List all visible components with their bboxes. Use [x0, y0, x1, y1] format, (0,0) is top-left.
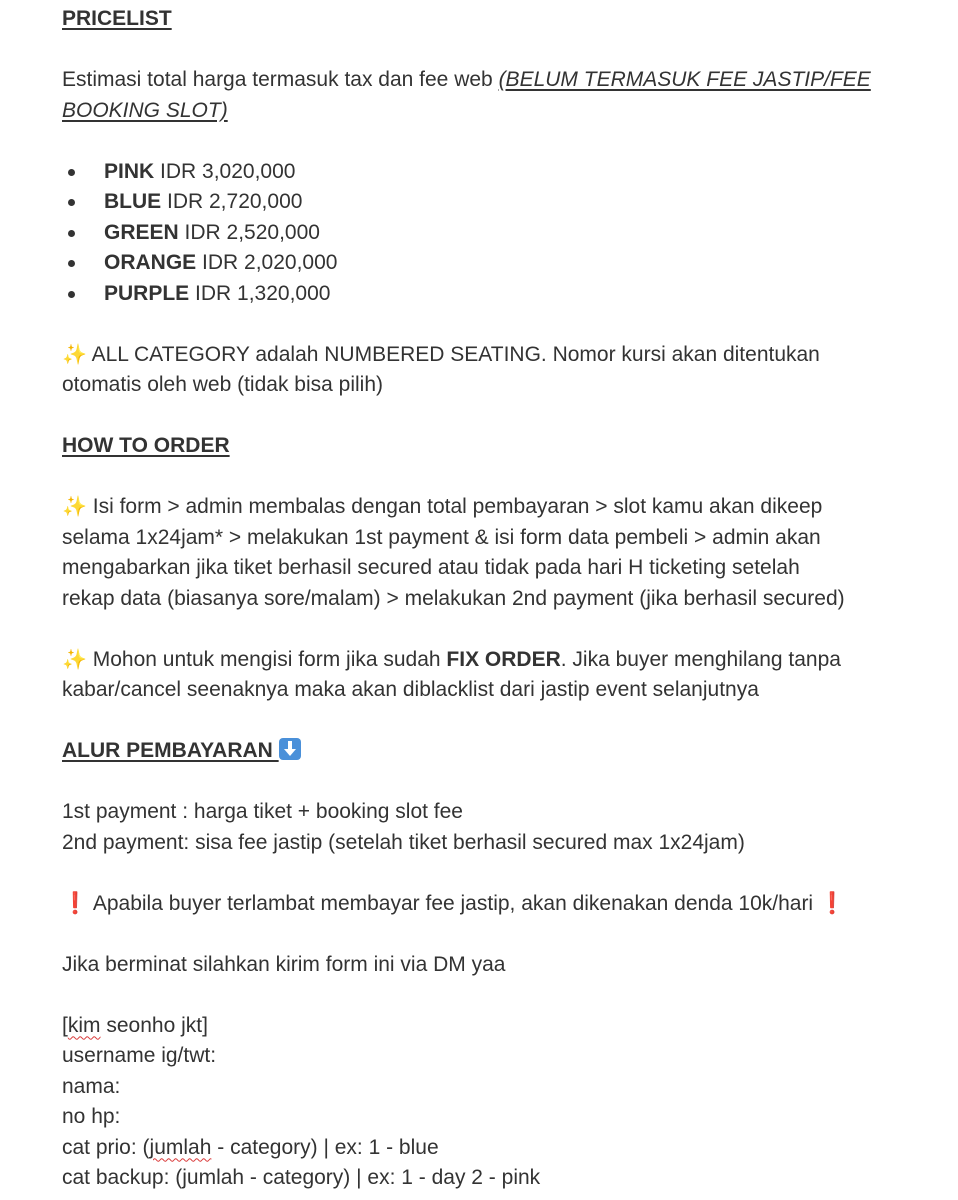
pricelist-heading: PRICELIST	[62, 7, 172, 30]
late-payment-penalty	[62, 889, 932, 920]
notice-post: . Jika buyer menghilang tanpa	[560, 647, 841, 671]
seating-line2: otomatis oleh web (tidak bisa pilih)	[62, 373, 383, 396]
order-steps-line1	[62, 492, 932, 523]
event-rest: seonho jkt]	[100, 1013, 208, 1037]
second-payment: 2nd payment: sisa fee jastip (setelah tiket berhasil secured max 1x24jam)	[62, 830, 745, 854]
price-item-blue	[62, 187, 932, 218]
form-nama: nama:	[62, 1074, 121, 1098]
sparkle-icon: ✨	[62, 496, 87, 518]
bracket-open: [	[62, 1013, 68, 1037]
spellcheck-word-jumlah: jumlah	[149, 1135, 212, 1159]
seating-line1: ALL CATEGORY adalah NUMBERED SEATING. Nomor kursi akan ditentukan	[86, 342, 820, 366]
form-event-title	[62, 1011, 932, 1042]
order-steps-text1: Isi form > admin membalas dengan total pembayaran > slot kamu akan dikeep	[86, 495, 823, 518]
form-cat-backup: cat backup: (jumlah - category) | ex: 1 - day 2 - pink	[62, 1166, 541, 1189]
payment-flow-heading	[62, 736, 301, 767]
notice-fix-order: FIX ORDER	[446, 647, 561, 671]
order-steps-line4: rekap data (biasanya sore/malam) > melakukan 2nd payment (jika berhasil secured)	[62, 586, 845, 610]
category-name: BLUE	[104, 190, 162, 213]
penalty-text: Apabila buyer terlambat membayar fee jastip, akan dikenakan denda 10k/hari	[88, 891, 819, 915]
first-payment: 1st payment : harga tiket + booking slot fee	[62, 800, 463, 823]
notice-pre: Mohon untuk mengisi form jika sudah	[86, 647, 447, 671]
sparkle-icon: ✨	[62, 343, 87, 366]
exclamation-icon: ❗	[818, 891, 846, 915]
sparkle-icon: ✨	[62, 648, 87, 671]
price-item-pink	[62, 157, 932, 188]
price-item-green	[62, 218, 932, 249]
estimate-main: Estimasi total harga termasuk tax dan fee web	[62, 68, 499, 91]
estimate-text	[62, 65, 932, 96]
category-name: PURPLE	[104, 281, 190, 305]
spellcheck-word-kim: kim	[67, 1013, 101, 1037]
form-cat-prio	[62, 1133, 932, 1164]
category-name: ORANGE	[104, 251, 197, 274]
notice-line2: kabar/cancel seenaknya maka akan diblacklist dari jastip event selanjutnya	[62, 678, 759, 701]
seating-info	[62, 340, 932, 371]
category-name: GREEN	[104, 220, 179, 244]
category-price: IDR 3,020,000	[154, 159, 296, 183]
exclamation-icon: ❗	[62, 891, 89, 915]
bullet-icon	[68, 169, 75, 176]
order-steps-line2: selama 1x24jam* > melakukan 1st payment & isi form data pembeli > admin akan	[62, 525, 821, 549]
bullet-icon	[68, 291, 75, 298]
estimate-note-line1: (BELUM TERMASUK FEE JASTIP/FEE	[498, 68, 871, 91]
category-price: IDR 2,720,000	[161, 190, 303, 213]
bullet-icon	[68, 199, 75, 206]
how-to-order-heading: HOW TO ORDER	[62, 434, 230, 457]
payment-flow-title: ALUR PEMBAYARAN	[62, 739, 279, 762]
category-price: IDR 1,320,000	[189, 281, 331, 305]
document-body	[62, 0, 932, 1194]
estimate-note-line2: BOOKING SLOT)	[62, 98, 228, 122]
bullet-icon	[68, 230, 75, 237]
down-arrow-icon	[279, 738, 301, 760]
form-username: username ig/twt:	[62, 1044, 217, 1067]
category-price: IDR 2,520,000	[178, 220, 320, 244]
fix-order-notice	[62, 645, 932, 676]
order-steps-line3: mengabarkan jika tiket berhasil secured atau tidak pada hari H ticketing setelah	[62, 556, 800, 579]
form-no-hp: no hp:	[62, 1105, 121, 1128]
category-name: PINK	[104, 159, 155, 183]
cat-prio-pre: cat prio: (	[62, 1135, 150, 1159]
interest-text: Jika berminat silahkan kirim form ini via DM yaa	[62, 952, 506, 976]
price-item-orange	[62, 248, 932, 279]
bullet-icon	[68, 260, 75, 267]
cat-prio-post: - category) | ex: 1 - blue	[211, 1135, 439, 1159]
price-list	[62, 157, 932, 310]
price-item-purple	[62, 279, 932, 310]
category-price: IDR 2,020,000	[196, 251, 338, 274]
